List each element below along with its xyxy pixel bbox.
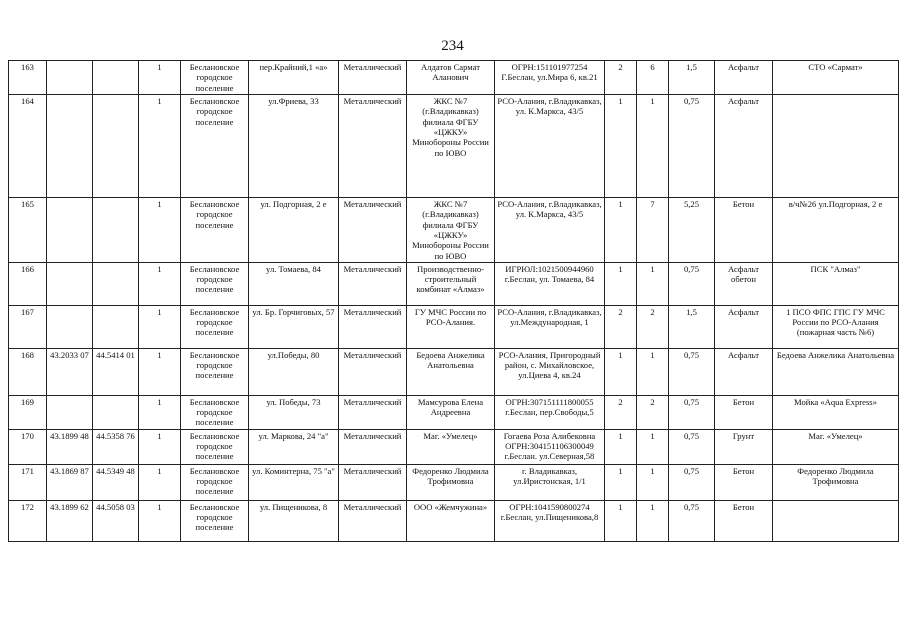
volume-cell: 0,75 — [669, 429, 715, 464]
count-cell: 1 — [139, 197, 181, 262]
surface-cell: Асфальт — [715, 94, 773, 197]
details-cell: РСО-Алания, г.Владикавказ, ул. К.Маркса, 43/5 — [495, 197, 605, 262]
owner-cell: Мамсурова Елена Андреевна — [407, 395, 495, 429]
address-cell: ул. Маркова, 24 "а" — [249, 429, 339, 464]
container-count-cell: 1 — [605, 348, 637, 395]
settlement-cell: Беслановское городское поселение — [181, 305, 249, 348]
container-count-cell: 2 — [605, 305, 637, 348]
owner-cell: Бедоева Анжелика Анатольевна — [407, 348, 495, 395]
row-number: 171 — [9, 464, 47, 500]
count-cell: 1 — [139, 348, 181, 395]
details-cell: ОГРН:307151111800055 г.Беслан, пер.Свободы,5 — [495, 395, 605, 429]
source-cell — [773, 500, 899, 541]
details-cell: г. Владикавказ, ул.Иристонская, 1/1 — [495, 464, 605, 500]
registry-table-body — [9, 61, 899, 542]
bin-count-cell: 1 — [637, 464, 669, 500]
settlement-cell: Беслановское городское поселение — [181, 197, 249, 262]
material-cell: Металлический — [339, 348, 407, 395]
latitude-cell: 43.1899 62 — [47, 500, 93, 541]
container-count-cell: 1 — [605, 429, 637, 464]
count-cell: 1 — [139, 395, 181, 429]
material-cell: Металлический — [339, 262, 407, 305]
bin-count-cell: 2 — [637, 305, 669, 348]
source-cell: 1 ПСО ФПС ГПС ГУ МЧС России по РСО-Алания (пожарная часть №6) — [773, 305, 899, 348]
bin-count-cell: 6 — [637, 61, 669, 95]
settlement-cell: Беслановское городское поселение — [181, 94, 249, 197]
row-number: 165 — [9, 197, 47, 262]
table-row — [9, 464, 899, 500]
latitude-cell: 43.2033 07 — [47, 348, 93, 395]
material-cell: Металлический — [339, 464, 407, 500]
owner-cell: ЖКС №7 (г.Владикавказ) филиала ФГБУ «ЦЖКУ» Минобороны России по ЮВО — [407, 197, 495, 262]
latitude-cell: 43.1899 48 — [47, 429, 93, 464]
container-count-cell: 2 — [605, 61, 637, 95]
table-row — [9, 262, 899, 305]
address-cell: ул. Бр. Горчиговых, 57 — [249, 305, 339, 348]
details-cell: РСО-Алания, г.Владикавказ, ул.Международная, 1 — [495, 305, 605, 348]
owner-cell: ГУ МЧС России по РСО-Алания. — [407, 305, 495, 348]
source-cell: СТО «Сармат» — [773, 61, 899, 95]
table-row — [9, 61, 899, 95]
volume-cell: 5,25 — [669, 197, 715, 262]
volume-cell: 0,75 — [669, 94, 715, 197]
volume-cell: 1,5 — [669, 61, 715, 95]
longitude-cell — [93, 305, 139, 348]
count-cell: 1 — [139, 94, 181, 197]
source-cell: Мойка «Aqua Express» — [773, 395, 899, 429]
surface-cell: Бетон — [715, 197, 773, 262]
longitude-cell — [93, 197, 139, 262]
details-cell: РСО-Алания, г.Владикавказ, ул. К.Маркса, 43/5 — [495, 94, 605, 197]
settlement-cell: Беслановское городское поселение — [181, 395, 249, 429]
material-cell: Металлический — [339, 197, 407, 262]
latitude-cell — [47, 94, 93, 197]
surface-cell: Грунт — [715, 429, 773, 464]
count-cell: 1 — [139, 464, 181, 500]
table-row — [9, 348, 899, 395]
bin-count-cell: 7 — [637, 197, 669, 262]
row-number: 167 — [9, 305, 47, 348]
longitude-cell: 44.5349 48 — [93, 464, 139, 500]
material-cell: Металлический — [339, 395, 407, 429]
longitude-cell — [93, 61, 139, 95]
material-cell: Металлический — [339, 61, 407, 95]
container-count-cell: 1 — [605, 500, 637, 541]
registry-table — [8, 60, 899, 542]
longitude-cell — [93, 395, 139, 429]
source-cell: Маг. «Умелец» — [773, 429, 899, 464]
latitude-cell — [47, 395, 93, 429]
address-cell: ул. Томаева, 84 — [249, 262, 339, 305]
surface-cell: Асфальт — [715, 61, 773, 95]
volume-cell: 0,75 — [669, 464, 715, 500]
address-cell: ул. Победы, 73 — [249, 395, 339, 429]
surface-cell: Бетон — [715, 464, 773, 500]
volume-cell: 1,5 — [669, 305, 715, 348]
material-cell: Металлический — [339, 94, 407, 197]
container-count-cell: 2 — [605, 395, 637, 429]
bin-count-cell: 1 — [637, 262, 669, 305]
owner-cell: ООО «Жемчужина» — [407, 500, 495, 541]
surface-cell: Бетон — [715, 395, 773, 429]
surface-cell: Асфальт — [715, 348, 773, 395]
table-row — [9, 94, 899, 197]
container-count-cell: 1 — [605, 94, 637, 197]
count-cell: 1 — [139, 262, 181, 305]
source-cell: Бедоева Анжелика Анатольевна — [773, 348, 899, 395]
count-cell: 1 — [139, 500, 181, 541]
address-cell: ул. Коминтерна, 75 "а" — [249, 464, 339, 500]
longitude-cell: 44.5358 76 — [93, 429, 139, 464]
longitude-cell: 44.5058 03 — [93, 500, 139, 541]
table-row — [9, 197, 899, 262]
latitude-cell — [47, 305, 93, 348]
surface-cell: Бетон — [715, 500, 773, 541]
volume-cell: 0,75 — [669, 395, 715, 429]
owner-cell: Алдатов Сармат Аланович — [407, 61, 495, 95]
details-cell: ОГРН:151101977254 Г.Беслан, ул.Мира 6, кв.21 — [495, 61, 605, 95]
count-cell: 1 — [139, 61, 181, 95]
container-count-cell: 1 — [605, 262, 637, 305]
row-number: 166 — [9, 262, 47, 305]
latitude-cell — [47, 61, 93, 95]
settlement-cell: Беслановское городское поселение — [181, 464, 249, 500]
settlement-cell: Беслановское городское поселение — [181, 429, 249, 464]
bin-count-cell: 1 — [637, 429, 669, 464]
source-cell: ПСК "Алмаз" — [773, 262, 899, 305]
container-count-cell: 1 — [605, 197, 637, 262]
address-cell: ул. Пищеникова, 8 — [249, 500, 339, 541]
bin-count-cell: 2 — [637, 395, 669, 429]
row-number: 170 — [9, 429, 47, 464]
longitude-cell: 44.5414 01 — [93, 348, 139, 395]
table-row — [9, 500, 899, 541]
row-number: 172 — [9, 500, 47, 541]
source-cell: Федоренко Людмила Трофимовна — [773, 464, 899, 500]
material-cell: Металлический — [339, 500, 407, 541]
settlement-cell: Беслановское городское поселение — [181, 61, 249, 95]
owner-cell: Федоренко Людмила Трофимовна — [407, 464, 495, 500]
page-number: 234 — [441, 38, 464, 54]
owner-cell: ЖКС №7 (г.Владикавказ) филиала ФГБУ «ЦЖКУ» Минобороны России по ЮВО — [407, 94, 495, 197]
settlement-cell: Беслановское городское поселение — [181, 348, 249, 395]
table-row — [9, 429, 899, 464]
container-count-cell: 1 — [605, 464, 637, 500]
owner-cell: Маг. «Умелец» — [407, 429, 495, 464]
address-cell: ул.Фриева, 33 — [249, 94, 339, 197]
source-cell: в/ч№26 ул.Подгорная, 2 е — [773, 197, 899, 262]
latitude-cell: 43.1869 87 — [47, 464, 93, 500]
count-cell: 1 — [139, 429, 181, 464]
settlement-cell: Беслановское городское поселение — [181, 500, 249, 541]
longitude-cell — [93, 262, 139, 305]
owner-cell: Производственно-строительный комбинат «Алмаз» — [407, 262, 495, 305]
address-cell: ул. Подгорная, 2 е — [249, 197, 339, 262]
material-cell: Металлический — [339, 429, 407, 464]
row-number: 163 — [9, 61, 47, 95]
bin-count-cell: 1 — [637, 500, 669, 541]
count-cell: 1 — [139, 305, 181, 348]
table-row — [9, 395, 899, 429]
surface-cell: Асфальт — [715, 305, 773, 348]
details-cell: РСО-Алания, Пригородный район, с. Михайловское, ул.Циева 4, кв.24 — [495, 348, 605, 395]
volume-cell: 0,75 — [669, 262, 715, 305]
material-cell: Металлический — [339, 305, 407, 348]
longitude-cell — [93, 94, 139, 197]
volume-cell: 0,75 — [669, 500, 715, 541]
bin-count-cell: 1 — [637, 348, 669, 395]
table-row — [9, 305, 899, 348]
latitude-cell — [47, 197, 93, 262]
row-number: 164 — [9, 94, 47, 197]
surface-cell: Асфальт обетон — [715, 262, 773, 305]
bin-count-cell: 1 — [637, 94, 669, 197]
row-number: 169 — [9, 395, 47, 429]
details-cell: ОГРН:1041590800274 г.Беслан, ул.Пищеникова,8 — [495, 500, 605, 541]
details-cell: ИГРЮЛ:1021500944960 г.Беслан, ул. Томаева, 84 — [495, 262, 605, 305]
row-number: 168 — [9, 348, 47, 395]
latitude-cell — [47, 262, 93, 305]
address-cell: пер.Крайний,1 «а» — [249, 61, 339, 95]
settlement-cell: Беслановское городское поселение — [181, 262, 249, 305]
address-cell: ул.Победы, 80 — [249, 348, 339, 395]
details-cell: Гогаева Роза Алибековна ОГРН:304151106300049 г.Беслан. ул.Северная,58 — [495, 429, 605, 464]
volume-cell: 0,75 — [669, 348, 715, 395]
source-cell — [773, 94, 899, 197]
